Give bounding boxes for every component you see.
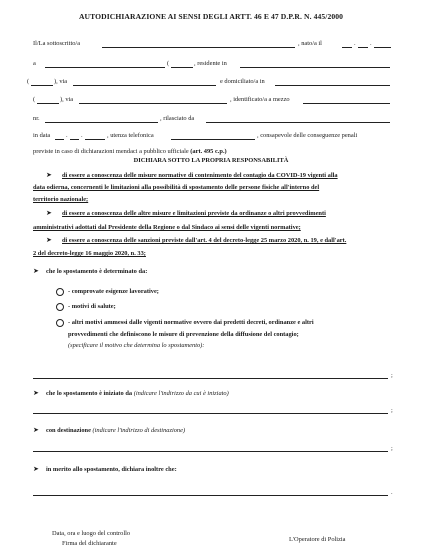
label-nr: nr. (33, 115, 40, 122)
motive-health-radio[interactable] (56, 303, 64, 311)
destination-address-field[interactable] (33, 451, 388, 452)
date-sep: . (81, 132, 83, 139)
arrow-bullet-icon: ➤ (46, 209, 52, 217)
birth-month-field[interactable] (358, 47, 368, 48)
semicolon: ; (391, 445, 393, 452)
footer-signature: Firma del dichiarante (62, 540, 117, 547)
label-nato: , nato/a il (298, 40, 322, 47)
declaration-3-line-2: 2 del decreto-legge 16 maggio 2020, n. 33; (33, 250, 146, 257)
date-sep: . (66, 132, 68, 139)
issue-day-field[interactable] (55, 139, 64, 140)
document-number-field[interactable] (45, 122, 158, 123)
residence-province-field[interactable] (31, 85, 53, 86)
date-sep: . (370, 40, 372, 47)
motive-health-label: - motivi di salute; (68, 303, 116, 310)
issue-month-field[interactable] (70, 139, 79, 140)
phone-field[interactable] (171, 139, 255, 140)
label-identificato: , identificato/a a mezzo (230, 96, 290, 103)
motive-other-label-line-2: provvedimenti che definiscono le misure di prevenzione della diffusione del contagio; (68, 331, 299, 338)
destination-label: con destinazione (indicare l'indirizzo di destinazione) (46, 427, 186, 434)
arrow-bullet-icon: ➤ (46, 236, 52, 244)
origin-address-field[interactable] (33, 413, 388, 414)
further-details-field[interactable] (33, 495, 388, 496)
form-title: AUTODICHIARAZIONE AI SENSI DEGLI ARTT. 46 E 47 D.P.R. N. 445/2000 (78, 12, 344, 21)
label-consapevole: , consapevole delle conseguenze penali (257, 132, 358, 139)
label-in-data: in data (33, 132, 51, 139)
motive-other-label: - altri motivi ammessi dalle vigenti normative ovvero dai predetti decreti, ordinanze e altri (68, 319, 314, 326)
domicile-province-field[interactable] (37, 103, 59, 104)
declaration-1-line-3: territorio nazionale; (33, 196, 89, 203)
paren-open: ( (167, 60, 170, 67)
paren-open: ( (27, 78, 30, 85)
arrow-bullet-icon: ➤ (46, 171, 52, 179)
footer-place-date: Data, ora e luogo del controllo (52, 530, 131, 537)
further-label: in merito allo spostamento, dichiara inoltre che: (46, 466, 177, 473)
label-previste: previste in caso di dichiarazioni mendaci a pubblico ufficiale (art. 495 c.p.) (33, 148, 227, 155)
motive-other-radio[interactable] (56, 319, 64, 327)
declaration-heading: DICHIARA SOTTO LA PROPRIA RESPONSABILITÀ (133, 157, 289, 164)
birth-day-field[interactable] (342, 47, 352, 48)
name-field[interactable] (102, 47, 295, 48)
motive-specify-field[interactable] (33, 378, 388, 379)
label-via: ), via (60, 96, 74, 103)
birthplace-field[interactable] (45, 67, 165, 68)
issued-by-field[interactable] (206, 122, 390, 123)
motive-work-radio[interactable] (56, 288, 64, 296)
birth-year-field[interactable] (374, 47, 391, 48)
birth-province-field[interactable] (171, 67, 193, 68)
domicile-field[interactable] (275, 85, 390, 86)
label-utenza: , utenza telefonica (107, 132, 154, 139)
declaration-2-line-1: di essere a conoscenza delle altre misure e limitazioni previste da ordinanze o altri provvedimenti (62, 210, 326, 217)
residence-street-field[interactable] (73, 85, 216, 86)
declaration-2-line-2: amministrativi adottati dal Presidente della Regione o dal Sindaco ai sensi delle vigenti normative; (33, 224, 301, 231)
origin-label: che lo spostamento è iniziato da (indicare l'indirizzo da cui è iniziato) (46, 390, 229, 397)
semicolon: ; (391, 372, 393, 379)
arrow-bullet-icon: ➤ (33, 267, 39, 275)
domicile-street-field[interactable] (79, 103, 227, 104)
end-dot: . (391, 489, 393, 496)
issue-year-field[interactable] (85, 139, 105, 140)
paren-open: ( (33, 96, 36, 103)
motive-other-note: (specificare il motivo che determina lo spostamento): (68, 342, 205, 349)
label-via: ), via (54, 78, 68, 85)
declaration-3-line-1: di essere a conoscenza delle sanzioni previste dall'art. 4 del decreto-legge 25 marzo 2020, n. 19, e dall'art. (62, 237, 347, 244)
arrow-bullet-icon: ➤ (33, 465, 39, 473)
residence-field[interactable] (240, 67, 390, 68)
arrow-bullet-icon: ➤ (33, 426, 39, 434)
id-document-field[interactable] (303, 103, 390, 104)
footer-officer: L'Operatore di Polizia (289, 536, 346, 543)
motive-work-label: - comprovate esigenze lavorative; (68, 288, 159, 295)
label-a: a (33, 60, 36, 67)
motives-intro: che lo spostamento è determinato da: (46, 268, 148, 275)
label-sottoscritto: Il/La sottoscritto/a (33, 40, 81, 47)
date-sep: . (354, 40, 356, 47)
label-domiciliato: e domiciliato/a in (220, 78, 265, 85)
label-rilasciato: , rilasciato da (160, 115, 195, 122)
declaration-1-line-1: di essere a conoscenza delle misure normative di contenimento del contagio da COVID-19 vigenti alla (62, 172, 338, 179)
arrow-bullet-icon: ➤ (33, 389, 39, 397)
label-residente: , residente in (194, 60, 227, 67)
semicolon: ; (391, 407, 393, 414)
declaration-1-line-2: data odierna, concernenti le limitazioni alla possibilità di spostamento delle persone fisiche all'interno del (33, 184, 320, 191)
